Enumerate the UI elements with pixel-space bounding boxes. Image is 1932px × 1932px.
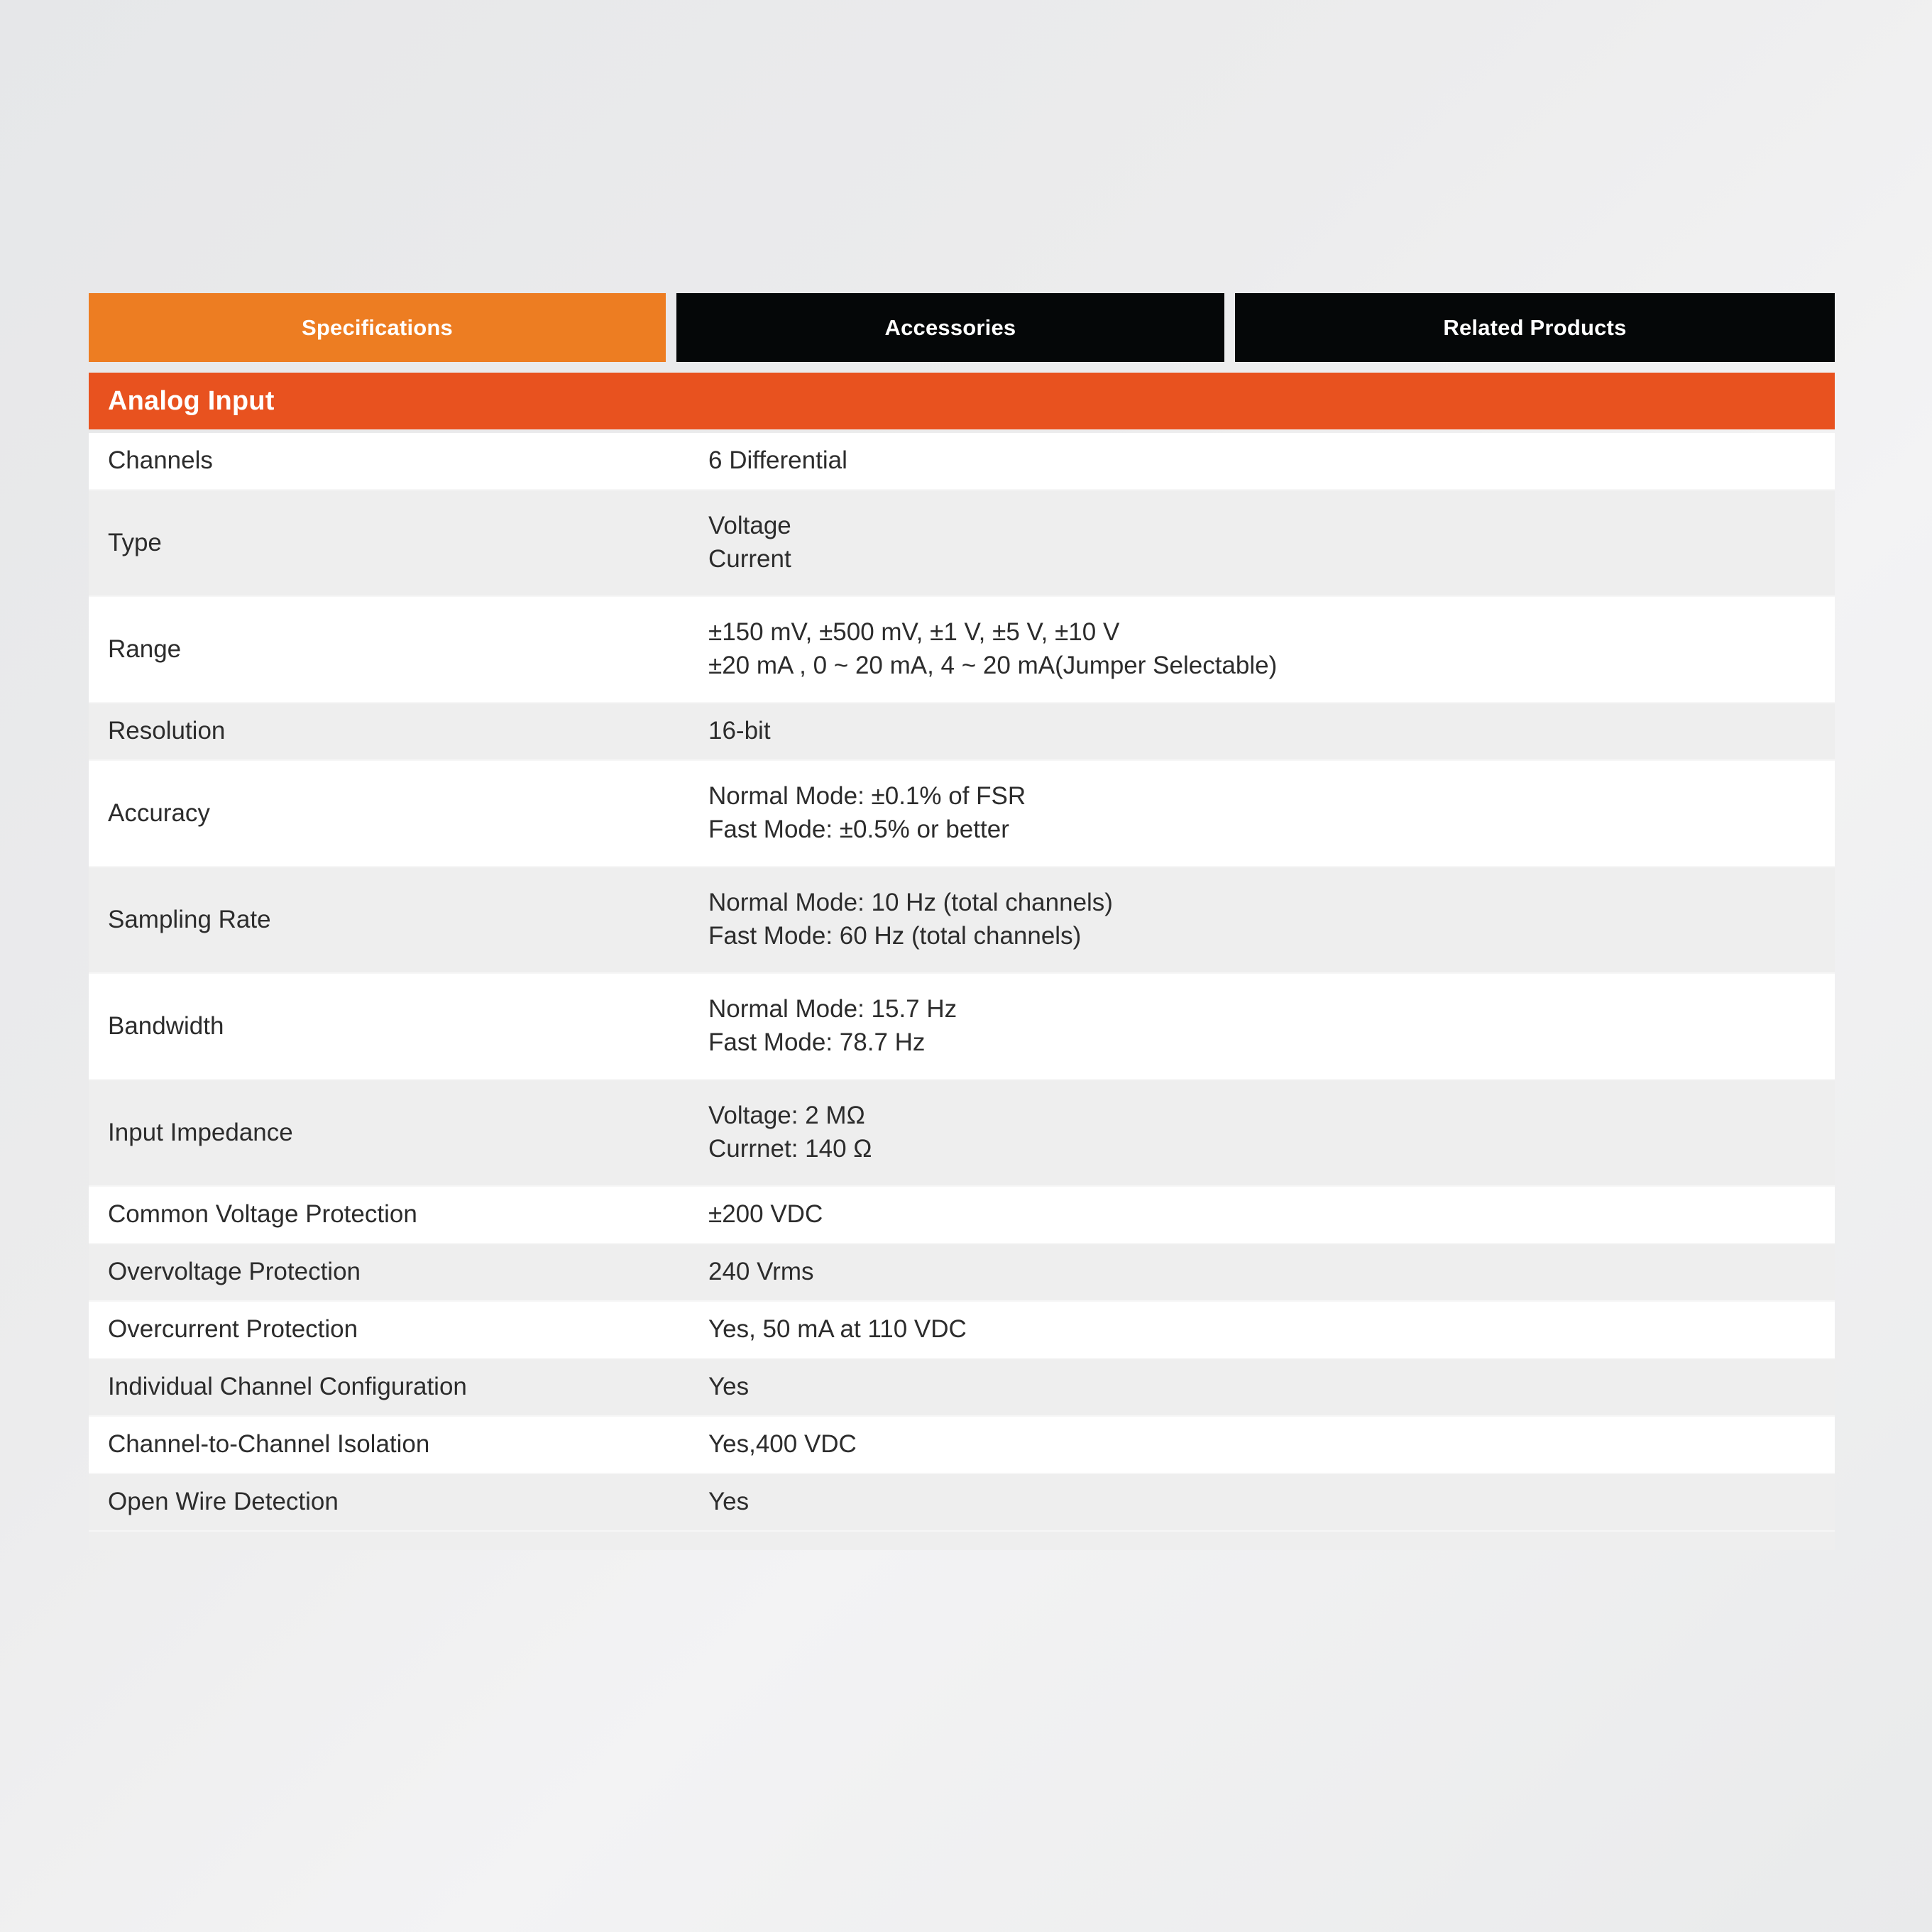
table-row: [89, 867, 1835, 974]
spec-value: [708, 1371, 1835, 1404]
spec-value: [708, 887, 1835, 953]
spec-label: Channel-to-Channel Isolation: [108, 1430, 430, 1459]
spec-value-line: Fast Mode: 78.7 Hz: [708, 1028, 926, 1056]
spec-value: [708, 1486, 1835, 1519]
table-bottom-spacer: [89, 1532, 1835, 1550]
tab-accessories-label: Accessories: [884, 314, 1016, 340]
spec-label: Overcurrent Protection: [108, 1315, 358, 1344]
spec-label: Sampling Rate: [108, 905, 271, 933]
spec-value-line: Current: [708, 545, 791, 573]
spec-value-line: Yes,400 VDC: [708, 1430, 857, 1459]
spec-label: Input Impedance: [108, 1118, 293, 1146]
table-row: [89, 1417, 1835, 1474]
spec-value: [708, 1313, 1835, 1346]
spec-value-line: 240 Vrms: [708, 1258, 814, 1286]
spec-value-line: Voltage: [708, 512, 791, 540]
spec-value: [708, 444, 1835, 478]
spec-value-line: Normal Mode: 15.7 Hz: [708, 995, 957, 1023]
spec-value: [708, 715, 1835, 748]
table-row: [89, 1244, 1835, 1302]
table-row: [89, 1080, 1835, 1187]
spec-value: [708, 1428, 1835, 1461]
table-row: [89, 1474, 1835, 1532]
spec-value: [708, 1099, 1835, 1166]
spec-value-line: Voltage: 2 MΩ: [708, 1102, 865, 1130]
spec-label: Bandwidth: [108, 1011, 224, 1040]
spec-label: Open Wire Detection: [108, 1488, 339, 1516]
specifications-table: [89, 433, 1835, 1550]
spec-label: Channels: [108, 446, 213, 475]
spec-value: [708, 616, 1835, 683]
tab-accessories[interactable]: [676, 293, 1224, 362]
table-row: [89, 490, 1835, 597]
tab-specifications-label: Specifications: [302, 314, 453, 340]
table-row: [89, 1359, 1835, 1417]
spec-value-line: Currnet: 140 Ω: [708, 1135, 872, 1163]
spec-value: [708, 1198, 1835, 1231]
spec-value-line: Fast Mode: ±0.5% or better: [708, 816, 1009, 843]
tab-specifications[interactable]: [89, 293, 666, 362]
spec-value-line: 6 Differential: [708, 446, 847, 475]
spec-value-line: Yes, 50 mA at 110 VDC: [708, 1315, 967, 1344]
table-row: [89, 761, 1835, 867]
table-row: [89, 433, 1835, 490]
spec-value-line: Fast Mode: 60 Hz (total channels): [708, 922, 1082, 950]
spec-value-line: Normal Mode: 10 Hz (total channels): [708, 889, 1113, 917]
spec-label: Common Voltage Protection: [108, 1200, 417, 1229]
table-row: [89, 974, 1835, 1080]
spec-value: [708, 780, 1835, 847]
table-row: [89, 703, 1835, 761]
spec-value: [708, 1256, 1835, 1289]
spec-value: [708, 993, 1835, 1060]
section-header-title: Analog Input: [108, 385, 275, 416]
spec-label: Individual Channel Configuration: [108, 1373, 467, 1401]
spec-value-line: ±150 mV, ±500 mV, ±1 V, ±5 V, ±10 V: [708, 618, 1120, 647]
table-row: [89, 1187, 1835, 1244]
spec-label: Accuracy: [108, 798, 210, 827]
spec-label: Type: [108, 528, 162, 556]
spec-label: Overvoltage Protection: [108, 1258, 361, 1286]
spec-value-line: ±200 VDC: [708, 1200, 823, 1229]
section-header-analog-input: [89, 373, 1835, 429]
spec-value-line: ±20 mA , 0 ~ 20 mA, 4 ~ 20 mA(Jumper Selectable): [708, 652, 1278, 679]
spec-value: [708, 510, 1835, 576]
spec-label: Range: [108, 635, 182, 663]
spec-label: Resolution: [108, 717, 226, 745]
table-row: [89, 597, 1835, 703]
tab-related-products[interactable]: [1235, 293, 1835, 362]
spec-value-line: 16-bit: [708, 717, 771, 745]
tab-related-products-label: Related Products: [1443, 314, 1627, 340]
tab-strip: [89, 293, 1835, 362]
spec-value-line: Yes: [708, 1373, 750, 1401]
spec-value-line: Yes: [708, 1488, 750, 1516]
table-row: [89, 1302, 1835, 1359]
spec-value-line: Normal Mode: ±0.1% of FSR: [708, 782, 1026, 811]
